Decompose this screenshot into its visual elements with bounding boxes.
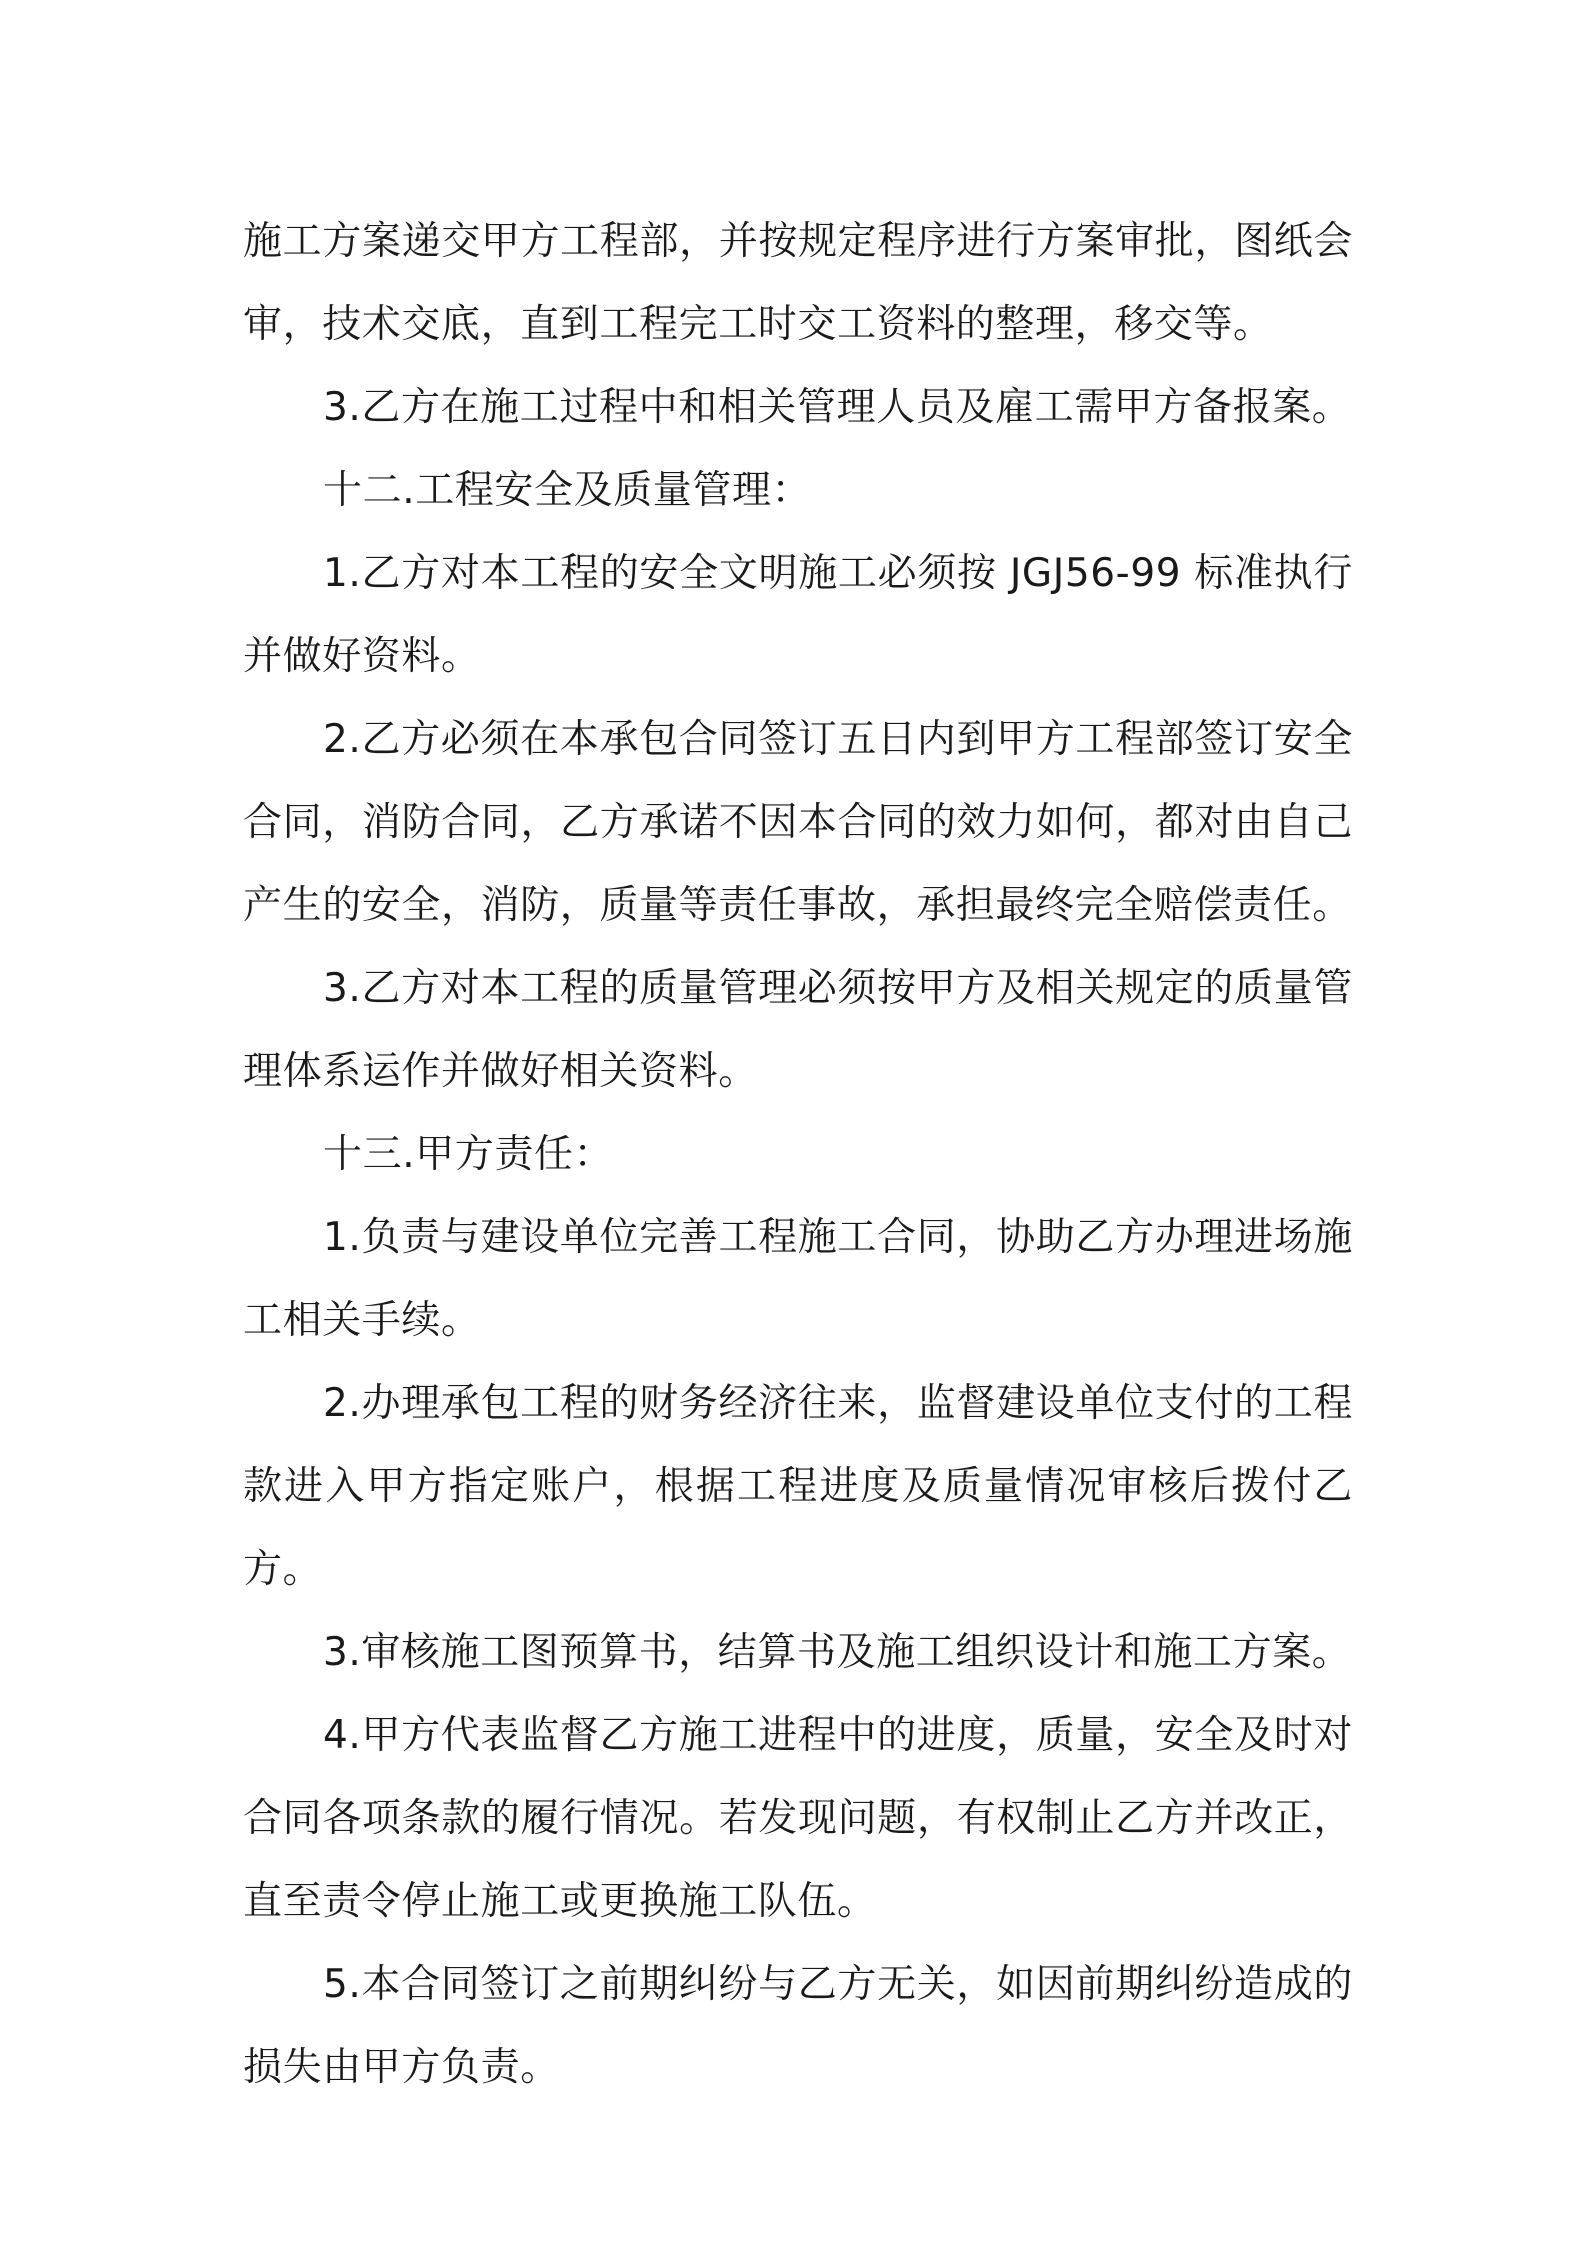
- section-heading-12: 十二.工程安全及质量管理：: [323, 468, 812, 513]
- paragraph-clause-13-3: 3.审核施工图预算书，结算书及施工组织设计和施工方案。: [323, 1630, 1352, 1675]
- paragraph-clause-11-3: 3.乙方在施工过程中和相关管理人员及雇工需甲方备报案。: [323, 385, 1352, 430]
- paragraph-clause-12-3: 3.乙方对本工程的质量管理必须按甲方及相关规定的质量管理体系运作并做好相关资料。: [243, 966, 1353, 1094]
- document-body: [243, 200, 1353, 2109]
- paragraph-clause-12-2: 2.乙方必须在本承包合同签订五日内到甲方工程部签订安全合同，消防合同，乙方承诺不因本合同的效力如何，都对由自己产生的安全，消防，质量等责任事故，承担最终完全赔偿责任。: [243, 717, 1353, 928]
- paragraph-clause-13-4: 4.甲方代表监督乙方施工进程中的进度，质量，安全及时对合同各项条款的履行情况。若发现问题，有权制止乙方并改正，直至责令停止施工或更换施工队伍。: [243, 1713, 1353, 1924]
- paragraph-continuation: 施工方案递交甲方工程部，并按规定程序进行方案审批，图纸会审，技术交底，直到工程完工时交工资料的整理，移交等。: [243, 219, 1353, 347]
- paragraph-clause-12-1: 1.乙方对本工程的安全文明施工必须按 JGJ56-99 标准执行并做好资料。: [243, 551, 1353, 679]
- paragraph-clause-13-2: 2.办理承包工程的财务经济往来，监督建设单位支付的工程款进入甲方指定账户，根据工程进度及质量情况审核后拨付乙方。: [243, 1381, 1353, 1592]
- section-heading-13: 十三.甲方责任：: [323, 1132, 614, 1177]
- paragraph-clause-13-5: 5.本合同签订之前期纠纷与乙方无关，如因前期纠纷造成的损失由甲方负责。: [243, 1962, 1353, 2090]
- paragraph-clause-13-1: 1.负责与建设单位完善工程施工合同，协助乙方办理进场施工相关手续。: [243, 1215, 1353, 1343]
